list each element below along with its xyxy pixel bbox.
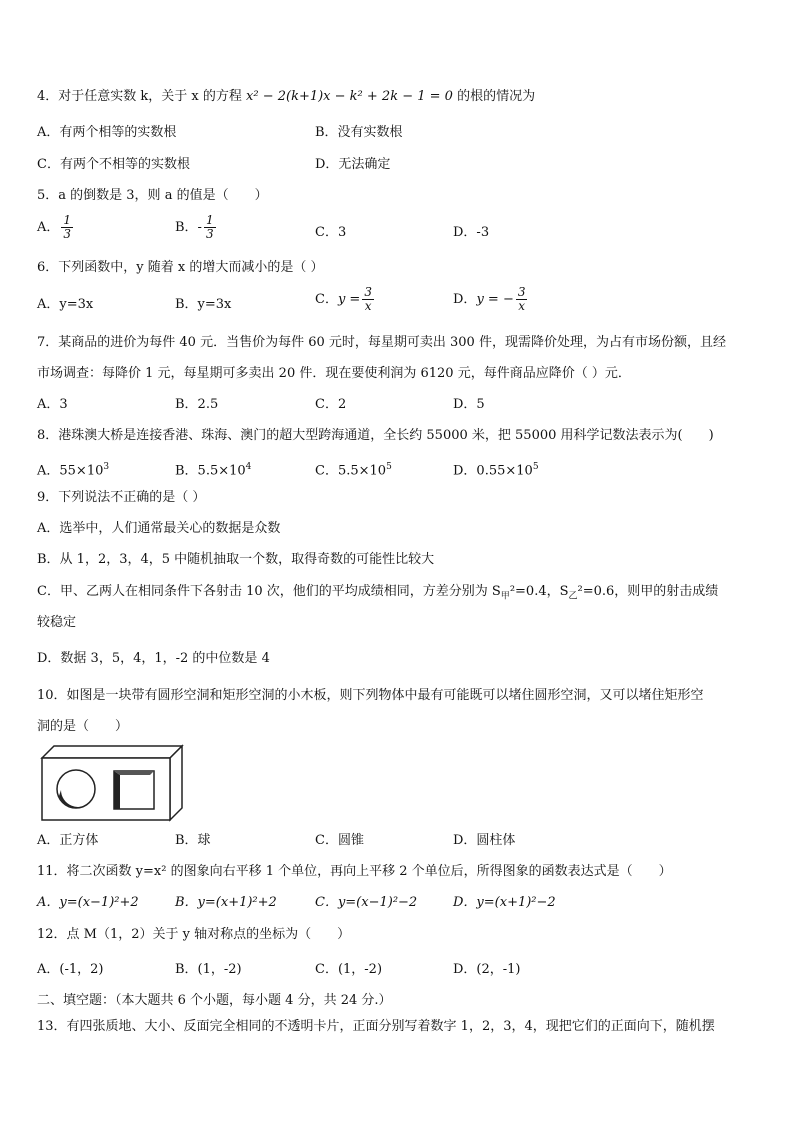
q8-option-b xyxy=(175,458,251,480)
q8-option-a xyxy=(37,458,109,480)
q5-a-num: 1 xyxy=(63,213,72,227)
q5-option-d: D．-3 xyxy=(453,225,490,240)
q10-option-a: A．正方体 xyxy=(37,833,99,848)
q8-option-c xyxy=(315,458,392,480)
q5-b-num: 1 xyxy=(205,213,214,227)
rectangular-hole-top-shadow xyxy=(114,771,154,775)
q9-option-a: A．选举中，人们通常最关心的数据是众数 xyxy=(37,521,281,536)
q11-option-a: A．y=(x−1)²+2 xyxy=(37,895,139,910)
q10-option-c: C．圆锥 xyxy=(315,833,364,848)
section-2-heading: 二、填空题：（本大题共 6 个小题，每小题 4 分，共 24 分.） xyxy=(37,993,392,1008)
q8-stem: 8．港珠澳大桥是连接香港、珠海、澳门的超大型跨海通道，全长约 55000 米，把 55000 用科学记数法表示为( ) xyxy=(37,428,714,443)
board-side-face xyxy=(170,746,182,820)
q12-option-a: A．(-1，2) xyxy=(37,962,104,977)
q5-a-label: A． xyxy=(37,220,60,235)
q4-equation: x² − 2(k+1)x − k² + 2k − 1 = 0 xyxy=(246,89,453,104)
q5-option-a xyxy=(37,214,75,241)
q5-option-c: C．3 xyxy=(315,225,347,240)
q6-d-den: x xyxy=(518,299,526,313)
q9-c-sub-jia: 甲 xyxy=(500,591,510,602)
q8-option-d xyxy=(453,458,539,480)
q7-option-d: D．5 xyxy=(453,397,485,412)
q10-option-d: D．圆柱体 xyxy=(453,833,516,848)
q4-option-a: A．有两个相等的实数根 xyxy=(37,125,177,140)
q5-b-den: 3 xyxy=(205,227,214,241)
q4-stem-post: 的根的情况为 xyxy=(457,89,536,104)
q12-option-c: C．(1，-2) xyxy=(315,962,383,977)
q4-stem xyxy=(37,88,535,106)
q8-b-base: B．5.5×10 xyxy=(175,463,246,479)
q6-c-fraction xyxy=(362,286,374,313)
q6-d-lhs: y = − xyxy=(476,292,514,307)
circular-hole xyxy=(57,770,95,808)
q6-d-num: 3 xyxy=(517,285,526,299)
q12-stem: 12．点 M（1，2）关于 y 轴对称点的坐标为（ ） xyxy=(37,927,351,942)
q11-option-b: B．y=(x+1)²+2 xyxy=(175,895,277,910)
q12-option-b: B．(1，-2) xyxy=(175,962,242,977)
q10-option-b: B．球 xyxy=(175,833,211,848)
q9-stem: 9．下列说法不正确的是（ ） xyxy=(37,490,206,505)
q9-c-pre: C．甲、乙两人在相同条件下各射击 10 次，他们的平均成绩相同，方差分别为 S xyxy=(37,584,501,599)
q6-c-num: 3 xyxy=(364,285,372,299)
q6-c-label: C． xyxy=(315,292,338,307)
q6-option-d xyxy=(453,286,529,313)
q6-d-label: D． xyxy=(453,292,477,307)
q8-b-exp: 4 xyxy=(245,462,252,472)
q10-line-1: 10．如图是一块带有圆形空洞和矩形空洞的小木板，则下列物体中最有可能既可以堵住圆形空洞，又可以堵住矩形空 xyxy=(37,688,704,703)
q11-option-d: D．y=(x+1)²−2 xyxy=(453,895,556,910)
q6-c-den: x xyxy=(364,299,372,313)
q7-line-1: 7．某商品的进价为每件 40 元．当售价为每件 60 元时，每星期可卖出 300 件，现需降价处理，为占有市场份额，且经 xyxy=(37,335,726,350)
q8-d-exp: 5 xyxy=(532,462,539,472)
q6-option-b: B．y=3x xyxy=(175,297,232,312)
q7-line-2: 市场调查：每降价 1 元，每星期可多卖出 20 件．现在要使利润为 6120 元，每件商品应降价（ ）元． xyxy=(37,366,631,381)
q12-option-d: D．(2，-1) xyxy=(453,962,521,977)
q8-a-exp: 3 xyxy=(103,462,110,472)
q8-c-base: C．5.5×10 xyxy=(315,463,387,479)
rectangular-hole-left-shadow xyxy=(114,771,120,809)
q4-stem-pre: 4．对于任意实数 k，关于 x 的方程 xyxy=(37,89,242,104)
q9-option-c xyxy=(37,583,718,606)
q4-option-d: D．无法确定 xyxy=(315,157,391,172)
q8-a-base: A．55×10 xyxy=(37,463,104,479)
q9-c-post: ²=0.6，则甲的射击成绩 xyxy=(577,584,719,599)
q5-stem: 5．a 的倒数是 3，则 a 的值是（ ） xyxy=(37,188,268,203)
q5-option-b xyxy=(175,214,218,241)
q11-stem: 11．将二次函数 y=x² 的图象向右平移 1 个单位，再向上平移 2 个单位后，所得图象的函数表达式是（ ） xyxy=(37,864,672,879)
q8-c-exp: 5 xyxy=(386,462,392,472)
q7-option-a: A．3 xyxy=(37,397,68,412)
q5-b-fraction xyxy=(204,214,216,241)
q9-c-sub-yi: 乙 xyxy=(568,591,578,602)
q6-d-fraction xyxy=(516,286,528,313)
q5-a-fraction xyxy=(61,214,73,241)
q11-option-c: C．y=(x−1)²−2 xyxy=(315,895,418,910)
q9-c-mid: ²=0.4，S xyxy=(509,584,569,599)
q9-option-c-line-2: 较稳定 xyxy=(37,615,77,630)
q6-option-c xyxy=(315,286,376,313)
q5-b-label: B．- xyxy=(175,220,202,235)
q6-c-lhs: y = xyxy=(337,292,361,307)
q6-option-a: A．y=3x xyxy=(37,297,94,312)
q5-a-den: 3 xyxy=(63,227,72,241)
q7-option-b: B．2.5 xyxy=(175,397,219,412)
q9-option-d: D．数据 3，5，4，1，-2 的中位数是 4 xyxy=(37,651,270,666)
q10-line-2: 洞的是（ ） xyxy=(37,719,129,734)
q13-stem: 13．有四张质地、大小、反面完全相同的不透明卡片，正面分别写着数字 1，2，3，4，现把它们的正面向下，随机摆 xyxy=(37,1019,715,1034)
q4-option-b: B．没有实数根 xyxy=(315,125,403,140)
q4-option-c: C．有两个不相等的实数根 xyxy=(37,157,190,172)
board-top-face xyxy=(42,746,182,758)
q6-stem: 6．下列函数中，y 随着 x 的增大而减小的是（ ） xyxy=(37,260,324,275)
q9-option-b: B．从 1，2，3，4，5 中随机抽取一个数，取得奇数的可能性比较大 xyxy=(37,552,435,567)
wooden-board-figure xyxy=(40,744,185,824)
q7-option-c: C．2 xyxy=(315,397,347,412)
q8-d-base: D．0.55×10 xyxy=(453,463,533,479)
